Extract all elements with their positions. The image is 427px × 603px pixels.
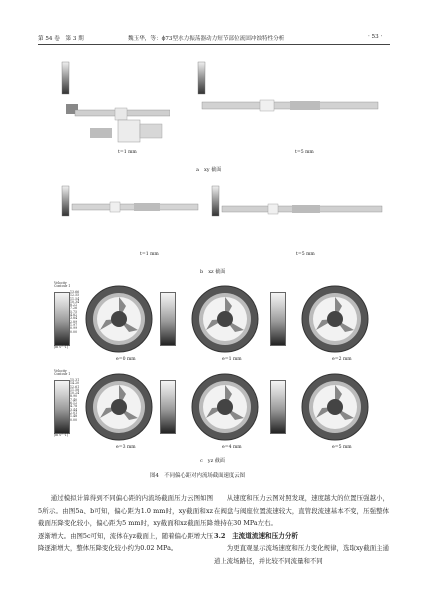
panel-a-left-label: t=1 mm <box>118 150 137 155</box>
figure-caption: 图4 不同偏心距对内流场截面速度云图 <box>150 473 246 479</box>
legend-unit: [m s^-1] <box>54 345 68 349</box>
velocity-contour-disc <box>190 372 260 442</box>
panel-b-left-label: t=1 mm <box>140 252 159 257</box>
panel-c-caption: c yz 截面 <box>200 458 225 464</box>
panel-a-right-label: t=5 mm <box>295 150 314 155</box>
panel-b-caption: b xz 截面 <box>200 269 226 275</box>
panel-b-right-label: t=5 mm <box>296 252 315 257</box>
legend-title: Velocity Contour 1 <box>54 281 71 289</box>
legend-colorbar <box>270 292 286 346</box>
legend-values: 13.66 12.55 11.54 10.34 8.22 7.26 5.75 4.82 3.84 2.89 1.97 0.99 0.00 <box>70 290 80 334</box>
panel-a-left-image <box>60 58 170 146</box>
header-rule <box>38 44 390 45</box>
velocity-contour-disc <box>300 284 370 354</box>
header-page-number: · 53 · <box>368 34 383 40</box>
section-title: 3.2 主流道流速和压力分析 <box>214 531 299 540</box>
body-paragraph: 为更直观显示流场速度和压力变化规律，选取xy截面主通道上流场路径，并比较不同流量和不同 <box>214 544 389 565</box>
legend-colorbar <box>54 292 70 346</box>
legend-colorbar <box>160 292 176 346</box>
header-volume: 第 54 卷 第 3 期 <box>38 36 84 42</box>
velocity-contour-disc <box>84 284 154 354</box>
legend-values: 15.31 14.20 12.61 11.58 10.24 8.90 7.40 6.12 4.78 3.44 2.01 1.48 0.00 <box>70 378 80 422</box>
velocity-contour-disc <box>300 372 370 442</box>
panel-a-caption: a xy 截面 <box>196 167 222 173</box>
velocity-contour-disc <box>84 372 154 442</box>
legend-colorbar <box>54 380 70 434</box>
legend-colorbar <box>160 380 176 434</box>
panel-b-left-image <box>60 182 200 244</box>
body-paragraph: 通过模拟计算得到不同偏心距的内流场截面压力云图如图5所示。由图5a、b可知，偏心距为1.0 mm时，xy截面和xz截面压降变化较小，偏心距为5 mm时，xy截面和xz截面压降逐渐增大。由图5c可知，流体在yz截面上，随着偏心距增大压降逐渐增大，整体压降变化较小约为0.02 MPa。 <box>38 494 213 553</box>
panel-c-e1-label: e=1 mm <box>222 357 242 362</box>
header-title: 魏玉华，等：ϕ73型水力振荡器动力短节部位流固冲蚀特性分析 <box>128 36 285 42</box>
panel-c-e5-label: e=5 mm <box>332 445 352 450</box>
legend-title: Velocity Contour 1 <box>54 369 71 377</box>
panel-c-e4-label: e=4 mm <box>222 445 242 450</box>
panel-b-right-image <box>210 182 385 244</box>
body-paragraph: 从速度和压力云图对照发现，速度越大的位置压强越小，在阀盘与阀座位置流速较大，直管段流速基本不变，压强整体维持在30 MPa左右。 <box>214 494 389 528</box>
panel-c-e3-label: e=3 mm <box>116 445 136 450</box>
left-column <box>38 492 213 555</box>
panel-a-right-image <box>190 58 380 146</box>
legend-colorbar <box>270 380 286 434</box>
velocity-contour-disc <box>190 284 260 354</box>
legend-unit: [m s^-1] <box>54 433 68 437</box>
panel-c-e0-label: e=0 mm <box>116 357 136 362</box>
right-column <box>214 492 389 568</box>
panel-c-e2-label: e=2 mm <box>332 357 352 362</box>
